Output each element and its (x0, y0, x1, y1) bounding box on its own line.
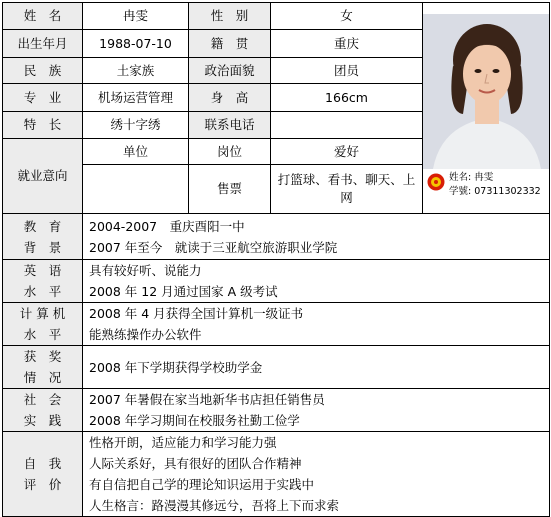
major-label: 专 业 (3, 84, 83, 112)
ethnicity-label: 民 族 (3, 58, 83, 84)
section-text-line: 2007 年暑假在家当地新华书店担任销售员 (89, 392, 325, 407)
portrait-image (423, 14, 550, 169)
section-label-line2: 水 平 (23, 284, 62, 299)
section-label-line1: 获 奖 (23, 349, 62, 364)
section-text-line: 性格开朗，适应能力和学习能力强 (89, 435, 277, 450)
intent-unit-value (83, 165, 189, 214)
section-text-line: 具有较好听、说能力 (89, 263, 202, 278)
resume-table (2, 2, 550, 517)
height-label: 身 高 (189, 84, 271, 112)
specialty-label: 特 长 (3, 112, 83, 139)
section-text-line: 人际关系好，具有很好的团队合作精神 (89, 456, 302, 471)
section-self-evaluation (3, 432, 550, 517)
section-label-line1: 社 会 (23, 392, 62, 407)
phone-label: 联系电话 (189, 112, 271, 139)
section-text-line: 能熟练操作办公软件 (89, 327, 202, 342)
section-label-line1: 教 育 (23, 218, 62, 234)
intent-post-value: 售票 (189, 165, 271, 214)
gender-value: 女 (271, 3, 423, 30)
ethnicity-value: 土家族 (83, 58, 189, 84)
politics-label: 政治面貌 (189, 58, 271, 84)
gender-label: 性 别 (189, 3, 271, 30)
birth-value: 1988-07-10 (83, 30, 189, 58)
row-name-gender (3, 3, 550, 30)
section-computer (3, 303, 550, 346)
section-text-line: 2008 年下学期获得学校助学金 (89, 359, 263, 375)
section-label-line2: 水 平 (23, 327, 62, 342)
section-practice (3, 389, 550, 432)
section-label-line2: 实 践 (23, 413, 62, 428)
section-text-line: 2008 年 12 月通过国家 A 级考试 (89, 284, 278, 299)
section-text-line: 2004-2007 重庆酉阳一中 (89, 218, 245, 234)
photo-caption-id: 学號: 07311302332 (449, 186, 541, 197)
photo-cell (423, 3, 550, 214)
section-text-line: 有自信把自己学的理论知识运用于实践中 (89, 477, 315, 492)
section-label-line1: 自 我 (23, 456, 62, 471)
section-english (3, 260, 550, 303)
origin-value: 重庆 (271, 30, 423, 58)
birth-label: 出生年月 (3, 30, 83, 58)
section-text-line: 2007 年至今 就读于三亚航空旅游职业学院 (89, 239, 338, 255)
name-label: 姓 名 (3, 3, 83, 30)
section-label-line1: 计 算 机 (19, 306, 66, 321)
major-value: 机场运营管理 (83, 84, 189, 112)
section-text-line: 2008 年 4 月获得全国计算机一级证书 (89, 306, 304, 321)
photo-caption-name: 姓名: 冉雯 (449, 172, 494, 183)
intent-label: 就业意向 (3, 139, 83, 214)
phone-value (271, 112, 423, 139)
section-label-line2: 情 况 (23, 370, 62, 385)
section-label-line2: 评 价 (23, 477, 62, 492)
school-logo-icon (427, 173, 445, 191)
intent-hobby-value: 打篮球、看书、聊天、上网 (271, 165, 423, 214)
intent-unit-label: 单位 (83, 139, 189, 165)
height-value: 166cm (271, 84, 423, 112)
section-awards (3, 346, 550, 389)
intent-post-label: 岗位 (189, 139, 271, 165)
section-text-line: 人生格言：路漫漫其修远兮，吾将上下而求索 (89, 498, 340, 513)
politics-value: 团员 (271, 58, 423, 84)
id-photo (423, 14, 550, 202)
specialty-value: 绣十字绣 (83, 112, 189, 139)
intent-hobby-label: 爱好 (271, 139, 423, 165)
name-value: 冉雯 (83, 3, 189, 30)
section-label-line2: 背 景 (23, 239, 62, 255)
section-text-line: 2008 年学习期间在校服务社勤工俭学 (89, 413, 300, 428)
section-label-line1: 英 语 (23, 263, 62, 278)
origin-label: 籍 贯 (189, 30, 271, 58)
section-education (3, 214, 550, 260)
